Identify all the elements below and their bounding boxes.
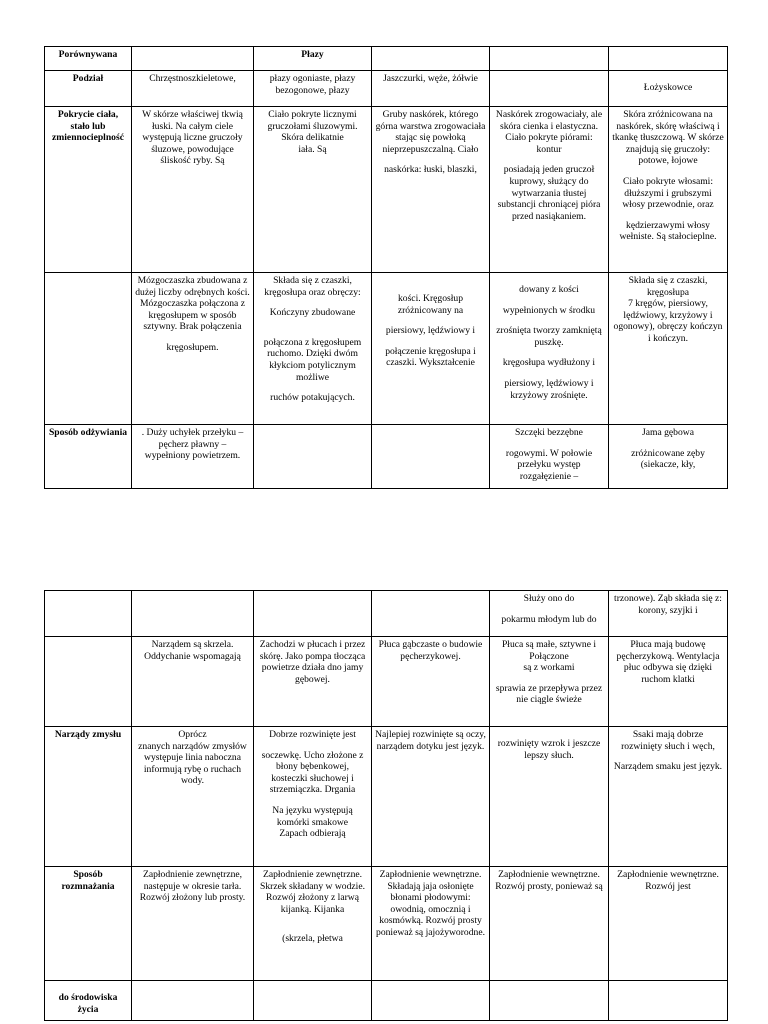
reproduction-amphibians — [254, 867, 372, 981]
body-cover-mammals-text-3: kędzierzawymi włosy wełniste. Są stałocieplne. — [619, 219, 717, 243]
reproduction-mammals: Zapłodnienie wewnętrzne. Rozwój jest — [609, 867, 728, 981]
division-mammals-text: Łożyskowce — [643, 82, 693, 93]
reproduction-birds: Zapłodnienie wewnętrzne. Rozwój prosty, ponieważ są — [490, 867, 609, 981]
division-amphibians: płazy ogoniaste, płazy bezogonowe, płazy — [254, 71, 372, 107]
breathing-birds — [490, 637, 609, 727]
reproduction-fish: Zapłodnienie zewnętrzne, następuje w okresie tarła. Rozwój złożony lub prosty. — [132, 867, 254, 981]
table-header-row — [45, 47, 728, 71]
body-cover-mammals — [609, 107, 728, 273]
feeding-fish: . Duży uchyłek przełyku – pęcherz pławny – wypełniony powietrzem. — [132, 425, 254, 489]
body-cover-row — [45, 107, 728, 273]
senses-row — [45, 727, 728, 867]
header-cell-amphibians: Płazy — [254, 47, 372, 71]
skeleton-mammals-text-2: 7 kręgów, piersiowy, lędźwiowy, krzyżowy i ogonowy), obręczy kończyn i kończyn. — [613, 298, 723, 344]
division-mammals — [609, 71, 728, 107]
senses-birds-text: rozwinięty wzrok i jeszcze lepszy słuch. — [497, 738, 601, 761]
feeding-row — [45, 425, 728, 489]
skeleton-birds-text-4: kręgosłupa wydłużony i — [502, 357, 596, 369]
skeleton-fish-text-2: kręgosłupem. — [166, 341, 219, 353]
skeleton-amphibians — [254, 273, 372, 425]
senses-reptiles: Najlepiej rozwinięte są oczy, narządem dotyku jest język. — [372, 727, 490, 867]
skeleton-reptiles — [372, 273, 490, 425]
cont-birds-text-2: pokarmu młodym lub do — [501, 613, 597, 625]
reproduction-amphibians-text-1: Zapłodnienie zewnętrzne. Skrzek składany w wodzie. Rozwój złożony z larwą kijanką. Kijanka — [260, 869, 365, 915]
division-birds — [490, 71, 609, 107]
cont-label — [45, 591, 132, 637]
breathing-row — [45, 637, 728, 727]
skeleton-reptiles-text-2: piersiowy, lędźwiowy i — [385, 325, 476, 337]
cont-mammals: trzonowe). Ząb składa się z: korony, szyjki i — [609, 591, 728, 637]
body-cover-mammals-text-2: Ciało pokryte włosami: dłuższymi i grubszymi włosy przewodnie, oraz — [622, 175, 714, 211]
feeding-mammals-text-1: Jama gębowa — [642, 427, 694, 438]
breathing-birds-text-3: sprawia ze przepływa przez nie ciągle świeże — [495, 682, 603, 706]
header-cell-fish — [132, 47, 254, 71]
skeleton-amphibians-text-2: Kończyny zbudowane — [269, 307, 356, 319]
skeleton-reptiles-text-3: połączenie kręgosłupa i czaszki. Wykształcenie — [385, 345, 476, 369]
skeleton-birds-text-1: dowany z kości — [519, 284, 579, 295]
skeleton-amphibians-text-1: Składa się z czaszki, kręgosłupa oraz obręczy: — [264, 275, 361, 298]
cont-fish — [132, 591, 254, 637]
senses-amphibians-text-2: soczewkę. Ucho złożone z błony bębenkowej, kosteczki słuchowej i strzemiączka. Drgania — [261, 749, 364, 796]
skeleton-birds-text-2: wypełnionych w środku — [502, 304, 596, 316]
skeleton-mammals — [609, 273, 728, 425]
body-cover-fish: W skórze właściwej tkwią łuski. Na całym ciele występują liczne gruczoły śluzowe, powodujące śliskość ryby. Są — [132, 107, 254, 273]
senses-amphibians-text-1: Dobrze rozwinięte jest — [269, 729, 356, 740]
comparison-table-bottom — [44, 590, 728, 1021]
breathing-fish: Narządem są skrzela. Oddychanie wspomagają — [132, 637, 254, 727]
environment-fish — [132, 981, 254, 1021]
feeding-mammals — [609, 425, 728, 489]
header-cell-mammals — [609, 47, 728, 71]
body-cover-amphibians-text: Ciało pokryte licznymi gruczołami śluzowymi. Skóra delikatnie iała. Są — [267, 109, 358, 155]
continuation-row — [45, 591, 728, 637]
row-label-environment — [45, 981, 132, 1021]
row-label-environment-text: do środowiska życia — [58, 992, 118, 1015]
body-cover-birds-text-1: Naskórek zrogowaciały, ale skóra cienka i elastyczna. Ciało pokryte piórami: kontur — [495, 109, 603, 155]
skeleton-fish-text-1: Mózgoczaszka zbudowana z dużej liczby odrębnych kości. Mózgoczaszka połączona z kręgosłupem w sposób sztywny. Brak połączenia — [135, 275, 250, 333]
senses-birds — [490, 727, 609, 867]
environment-amphibians — [254, 981, 372, 1021]
row-label-body-cover: Pokrycie ciała, stało lub zmiennocieplność — [45, 107, 132, 273]
environment-row — [45, 981, 728, 1021]
senses-mammals-text-1: Ssaki mają dobrze rozwinięty słuch i węch, — [621, 729, 715, 752]
skeleton-row — [45, 273, 728, 425]
environment-mammals — [609, 981, 728, 1021]
skeleton-reptiles-text-1: kości. Kręgosłup zróżnicowany na — [397, 293, 464, 316]
body-cover-birds-text-2: posiadają jeden gruczoł kuprowy, służący do wytwarzania tłustej substancji chroniącej pióra przed nasiąkaniem. — [497, 164, 601, 222]
breathing-birds-text-1: Płuca są małe, sztywne i Połączone — [501, 639, 597, 662]
header-cell-reptiles — [372, 47, 490, 71]
skeleton-fish — [132, 273, 254, 425]
body-cover-amphibians — [254, 107, 372, 273]
feeding-birds-text-1: Szczęki bezzębne — [515, 427, 583, 438]
division-row — [45, 71, 728, 107]
senses-mammals-text-2: Narządem smaku jest język. — [613, 761, 723, 773]
row-label-division: Podział — [45, 71, 132, 107]
row-label-senses: Narządy zmysłu — [45, 727, 132, 867]
reproduction-row — [45, 867, 728, 981]
breathing-mammals: Płuca mają budowę pęcherzykową. Wentylacja płuc odbywa się dzięki ruchom klatki — [609, 637, 728, 727]
skeleton-amphibians-text-3: połączona z kręgosłupem ruchomo. Dzięki dwóm kłykciom potylicznym możliwe — [263, 336, 362, 383]
division-reptiles: Jaszczurki, węże, żółwie — [372, 71, 490, 107]
body-cover-reptiles-text-1: Gruby naskórek, którego górna warstwa zrogowaciała stając się powłoką nieprzepuszczalną. Ciało — [375, 109, 486, 155]
header-cell-compared: Porównywana — [45, 47, 132, 71]
skeleton-birds-text-5: piersiowy, lędźwiowy i krzyżowy zrośnięte. — [504, 377, 594, 401]
environment-reptiles — [372, 981, 490, 1021]
skeleton-birds-text-3: zrośnięta tworzy zamkniętą puszkę. — [496, 325, 602, 348]
senses-mammals — [609, 727, 728, 867]
header-cell-birds — [490, 47, 609, 71]
cont-reptiles — [372, 591, 490, 637]
row-label-reproduction: Sposób rozmnażania — [45, 867, 132, 981]
skeleton-amphibians-text-4: ruchów potakujących. — [270, 392, 355, 404]
body-cover-reptiles — [372, 107, 490, 273]
skeleton-birds — [490, 273, 609, 425]
feeding-birds-text-2: rogowymi. W połowie przełyku występ rozgałęzienie – — [505, 447, 593, 482]
reproduction-amphibians-text-2: (skrzela, płetwa — [282, 933, 343, 945]
reproduction-reptiles: Zapłodnienie wewnętrzne. Składają jaja osłonięte błonami płodowymi: owodnią, omocznią i kosmówką. Rozwój prosty ponieważ są jajożyworodne. — [372, 867, 490, 981]
breathing-reptiles: Płuca gąbczaste o budowie pęcherzykowej. — [372, 637, 490, 727]
senses-amphibians-text-3: Na języku występują komórki smakowe Zapach odbierają — [272, 804, 353, 840]
feeding-mammals-text-2: zróżnicowane zęby (siekacze, kły, — [631, 447, 705, 471]
feeding-amphibians — [254, 425, 372, 489]
senses-fish — [132, 727, 254, 867]
feeding-birds — [490, 425, 609, 489]
body-cover-mammals-text-1: Skóra zróżnicowana na naskórek, skórę właściwą i tkankę tłuszczową. W skórze znajdują się gruczoły: potowe, łojowe — [612, 109, 724, 167]
row-label-feeding: Sposób odżywiania — [45, 425, 132, 489]
breathing-amphibians: Zachodzi w płucach i przez skórę. Jako pompa tłocząca powietrze działa dno jamy gębowej. — [254, 637, 372, 727]
body-cover-birds — [490, 107, 609, 273]
senses-fish-text: Oprócz znanych narządów zmysłów występuje linia naboczna informują rybę o ruchach wody. — [138, 729, 247, 787]
body-cover-reptiles-text-2: naskórka: łuski, blaszki, — [384, 164, 477, 176]
environment-birds — [490, 981, 609, 1021]
cont-birds-text-1: Służy ono do — [523, 593, 575, 604]
comparison-table-top — [44, 46, 728, 489]
senses-amphibians — [254, 727, 372, 867]
row-label-skeleton — [45, 273, 132, 425]
division-fish: Chrzęstnoszkieletowe, — [132, 71, 254, 107]
breathing-birds-text-2: są z workami — [523, 662, 575, 674]
cont-birds — [490, 591, 609, 637]
feeding-reptiles — [372, 425, 490, 489]
skeleton-mammals-text-1: Składa się z czaszki, kręgosłupa — [628, 275, 708, 298]
cont-amphibians — [254, 591, 372, 637]
row-label-breathing — [45, 637, 132, 727]
